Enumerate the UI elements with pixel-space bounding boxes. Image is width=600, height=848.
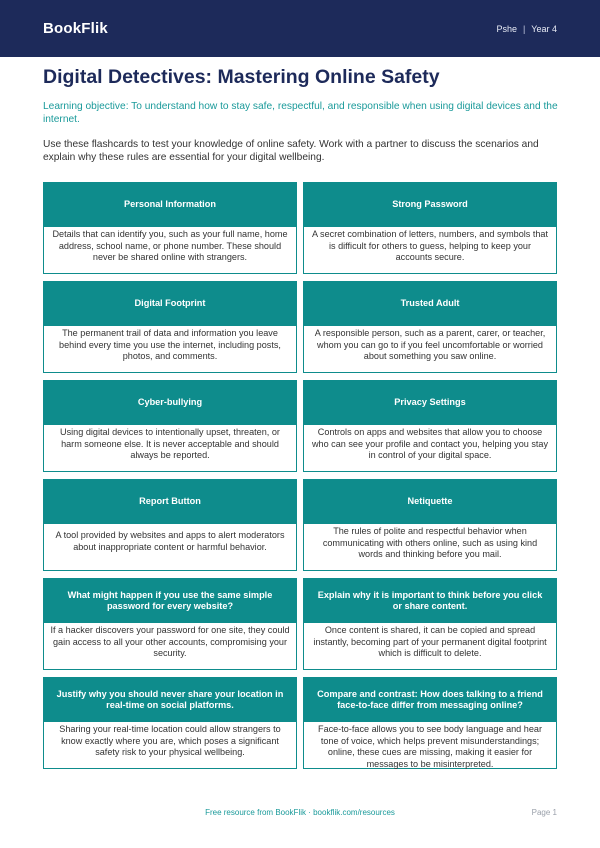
brand-logo[interactable]: BookFlik	[43, 20, 108, 37]
flashcard[interactable]	[303, 479, 557, 571]
flashcard-title: What might happen if you use the same simple password for every website?	[44, 579, 296, 623]
flashcard-body: The permanent trail of data and information you leave behind every time you use the internet, including posts, photos, and comments.	[59, 328, 281, 362]
flashcard-title: Justify why you should never share your location in real-time on social platforms.	[44, 678, 296, 722]
flashcard[interactable]	[303, 380, 557, 472]
meta-separator: |	[522, 23, 526, 34]
flashcard-body: Using digital devices to intentionally upset, threaten, or harm someone else. It is never acceptable and should always be reported.	[60, 427, 280, 461]
header-meta	[496, 24, 557, 34]
flashcard-title: Privacy Settings	[304, 381, 556, 425]
flashcard[interactable]	[43, 578, 297, 670]
flashcard-body: A tool provided by websites and apps to alert moderators about inappropriate content or harmful behavior.	[55, 530, 285, 552]
flashcard-title: Compare and contrast: How does talking to a friend face-to-face differ from messaging online?	[304, 678, 556, 722]
flashcard[interactable]	[43, 479, 297, 571]
flashcard-body: Controls on apps and websites that allow you to choose who can see your profile and contact you, helping you stay in control of your digital space.	[311, 427, 549, 461]
flashcard[interactable]	[43, 380, 297, 472]
intro-text: Use these flashcards to test your knowledge of online safety. Work with a partner to discuss the scenarios and explain why these rules are essential for your digital wellbeing.	[43, 139, 539, 163]
year-label: Year 4	[531, 23, 557, 34]
flashcard-title: Cyber-bullying	[44, 381, 296, 425]
top-bar	[0, 0, 600, 57]
flashcard-body: Details that can identify you, such as your full name, home address, school name, or phone number. These should never be shared online with strangers.	[52, 229, 288, 263]
footer-resource-link[interactable]: Free resource from BookFlik · bookflik.com/resources	[205, 808, 395, 817]
flashcard-title: Netiquette	[304, 480, 556, 524]
flashcard-body: The rules of polite and respectful behavior when communicating with others online, such as using kind words and thinking before you mail.	[322, 526, 538, 560]
flashcard[interactable]	[303, 281, 557, 373]
learning-objective: Learning objective: To understand how to stay safe, respectful, and responsible when using digital devices and the internet.	[43, 101, 558, 125]
flashcard-title: Personal Information	[44, 183, 296, 227]
page-number: Page 1	[531, 808, 557, 817]
flashcard-body: If a hacker discovers your password for one site, they could gain access to all your other accounts, compromising your security.	[50, 625, 290, 659]
flashcard[interactable]	[43, 677, 297, 769]
flashcard-title: Digital Footprint	[44, 282, 296, 326]
flashcard-title: Explain why it is important to think before you click or share content.	[304, 579, 556, 623]
flashcard-body: Face-to-face allows you to see body language and hear tone of voice, which helps prevent misunderstandings; online, these cues are missing, making it easier for messages to be misinterpreted.	[318, 724, 542, 769]
page-title: Digital Detectives: Mastering Online Safety	[43, 66, 440, 88]
flashcard[interactable]	[43, 281, 297, 373]
flashcard-body: Sharing your real-time location could allow strangers to know exactly where you are, which poses a significant safety risk to your physical wellbeing.	[59, 724, 281, 758]
flashcard-body: A responsible person, such as a parent, carer, or teacher, whom you can go to if you feel uncomfortable or worried about something you saw online.	[314, 328, 546, 362]
flashcard[interactable]	[303, 578, 557, 670]
flashcard-body: A secret combination of letters, numbers, and symbols that is difficult for others to guess, helping to keep your accounts secure.	[311, 229, 549, 263]
flashcard[interactable]	[303, 677, 557, 769]
flashcard[interactable]	[43, 182, 297, 274]
flashcard-body: Once content is shared, it can be copied and spread instantly, becoming part of your permanent digital footprint which is difficult to delete.	[313, 625, 547, 659]
flashcard-title: Strong Password	[304, 183, 556, 227]
subject-label: Pshe	[496, 23, 517, 34]
flashcard-title: Report Button	[44, 480, 296, 524]
flashcard-title: Trusted Adult	[304, 282, 556, 326]
flashcard[interactable]	[303, 182, 557, 274]
